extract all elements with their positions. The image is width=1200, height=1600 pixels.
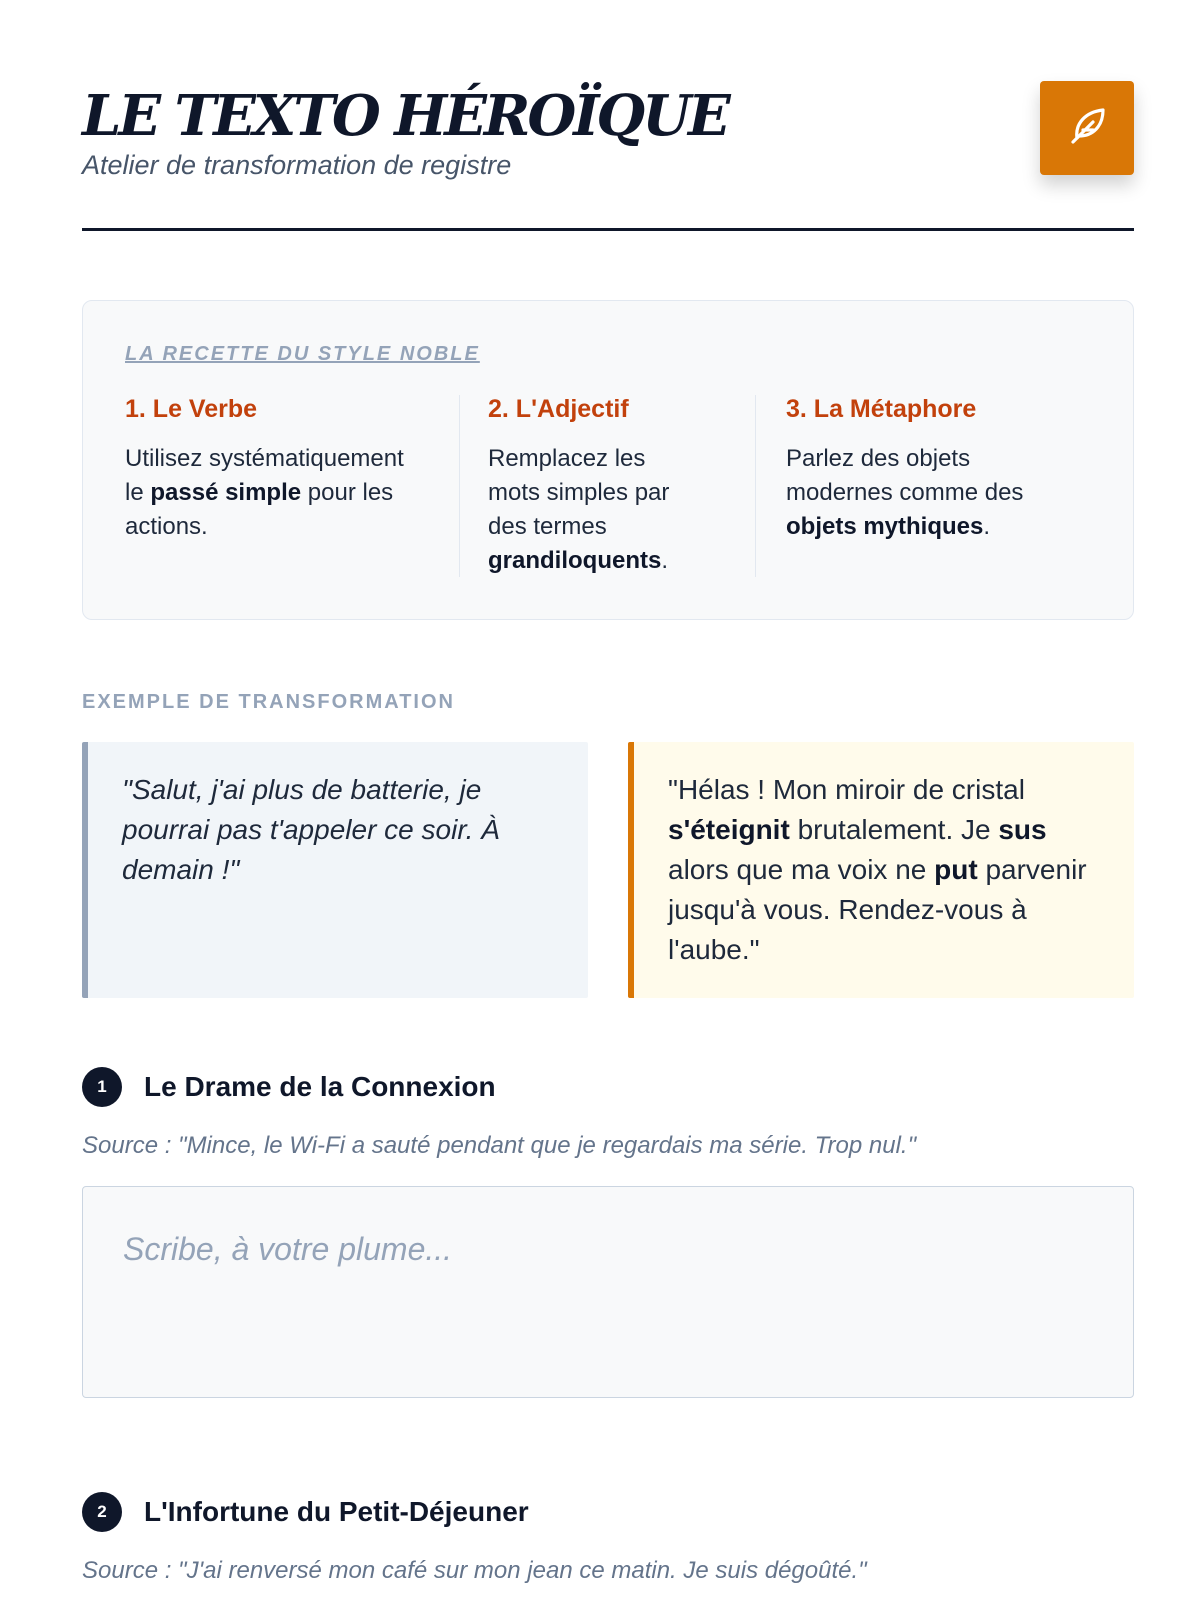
exercise-source: Source : "J'ai renversé mon café sur mon jean ce matin. Je suis dégoûté." [82,1557,867,1584]
header-divider [82,228,1134,231]
example-text-part: alors que ma voix ne [668,854,935,885]
example-before-card: "Salut, j'ai plus de batterie, je pourrai pas t'appeler ce soir. À demain !" [82,742,588,998]
recipe-column-text [125,442,425,544]
quill-button[interactable] [1040,81,1134,175]
recipe-column-text [786,442,1055,544]
example-text-part: parvenir jusqu'à vous. Rendez-vous à l'aube." [668,854,1087,965]
recipe-text-bold: grandiloquents [488,547,662,574]
recipe-text-part: Remplacez les mots simples par des termes [488,445,670,540]
page-header [82,78,1134,230]
recipe-text-bold: objets mythiques [786,513,984,540]
recipe-column-verb [125,395,425,577]
example-text-bold: sus [998,814,1047,845]
recipe-text-part: . [983,513,991,540]
recipe-text-part: Utilisez systématiquement le [125,445,404,506]
recipe-column-metaphor [755,395,1055,577]
example-label: EXEMPLE DE TRANSFORMATION [82,691,455,713]
exercise-number-badge: 1 [82,1067,122,1107]
exercise-title: L'Infortune du Petit-Déjeuner [144,1496,529,1527]
recipe-panel [82,300,1134,620]
recipe-column-title: 2. L'Adjectif [488,395,629,423]
exercise-source: Source : "Mince, le Wi-Fi a sauté pendant que je regardais ma série. Trop nul." [82,1132,917,1159]
answer-input[interactable] [82,1186,1134,1398]
quill-icon [1063,102,1111,155]
recipe-column-text [488,442,699,578]
recipe-text-part: pour les actions. [125,479,394,540]
example-text-bold: s'éteignit [668,814,790,845]
example-text-part: brutalement. Je [789,814,999,845]
recipe-label: LA RECETTE DU STYLE NOBLE [125,343,480,365]
recipe-text-bold: passé simple [150,479,302,506]
exercise-number-badge: 2 [82,1492,122,1532]
recipe-column-adjective [459,395,699,577]
recipe-column-title: 3. La Métaphore [786,395,977,423]
exercise-header [82,1491,1134,1533]
page-title: LE TEXTO HÉROÏQUE [82,83,728,149]
recipe-column-title: 1. Le Verbe [125,395,258,423]
example-text-part: "Hélas ! Mon miroir de cristal [668,774,1025,805]
exercise-title: Le Drame de la Connexion [144,1071,496,1102]
page-subtitle: Atelier de transformation de registre [82,150,512,180]
example-text-bold: put [934,854,978,885]
exercise-1 [82,1066,1134,1398]
exercise-header [82,1066,1134,1108]
recipe-text-part: Parlez des objets modernes comme des [786,445,1024,506]
example-after-card [628,742,1134,998]
recipe-text-part: . [661,547,669,574]
exercise-2 [82,1491,1134,1585]
